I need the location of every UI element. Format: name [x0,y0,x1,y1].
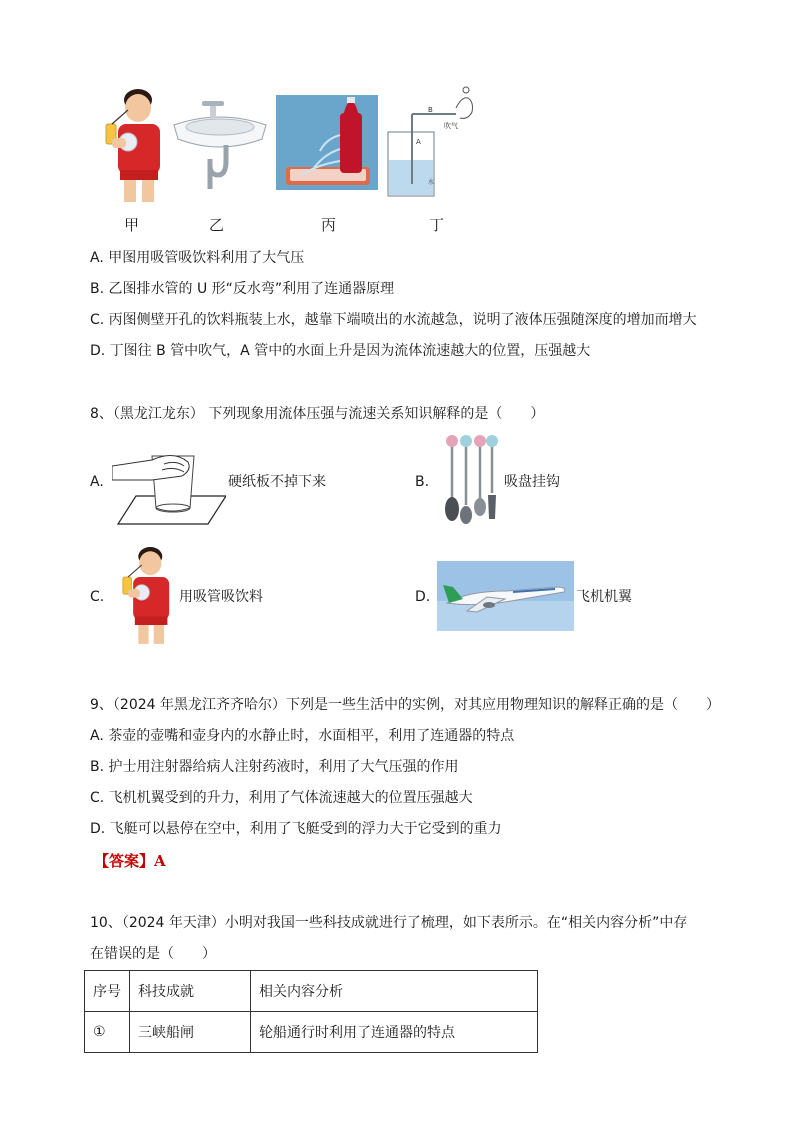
figure-label-bing: 丙 [321,216,337,234]
table-row [85,1012,538,1053]
cell-achievement: 三峡船闸 [130,1012,251,1053]
q10-stem-line2: 在错误的是（ ） [90,946,216,962]
q8-option-c-text: 用吸管吸饮料 [179,589,263,605]
cell-analysis: 轮船通行时利用了连通器的特点 [251,1012,538,1053]
q8-option-d-text: 飞机机翼 [576,589,632,605]
header-cell-index: 序号 [85,971,130,1012]
header-cell-achievement: 科技成就 [130,971,251,1012]
q9-option-c: C. 飞机机翼受到的升力，利用了气体流速越大的位置压强越大 [90,790,473,806]
sink-u-trap-figure [170,95,270,190]
figure-label-jia: 甲 [124,216,140,234]
q9-stem: 9、（2024 年黑龙江齐齐哈尔）下列是一些生活中的实例，对其应用物理知识的解释正确的是（ ） [90,697,720,713]
header-cell-analysis: 相关内容分析 [251,971,538,1012]
label-water: 水 [428,179,435,186]
q7-option-d: D. 丁图往 B 管中吹气，A 管中的水面上升是因为流体流速越大的位置，压强越大 [90,343,591,359]
q8-option-c-letter: C. [90,589,105,605]
q8-option-b-text: 吸盘挂钩 [504,474,560,490]
beaker-tube-blow-figure [382,84,480,202]
inverted-cup-card-figure [112,436,226,526]
table-header-row [85,971,538,1012]
q8-option-a-letter: A. [90,474,104,490]
cell-index: ① [85,1012,130,1053]
q9-option-d: D. 飞艇可以悬停在空中，利用了飞艇受到的浮力大于它受到的重力 [90,821,502,837]
bottle-water-jets-figure [276,95,378,190]
q7-option-c: C. 丙图侧壁开孔的饮料瓶装上水，越靠下端喷出的水流越急，说明了液体压强随深度的增加而增大 [90,312,697,328]
q7-option-b: B. 乙图排水管的 U 形“反水弯”利用了连通器原理 [90,281,395,297]
q9-option-a: A. 茶壶的壶嘴和壶身内的水静止时，水面相平，利用了连通器的特点 [90,728,515,744]
q8-option-a-text: 硬纸板不掉下来 [228,474,326,490]
q7-option-a: A. 甲图用吸管吸饮料利用了大气压 [90,250,305,266]
q9-option-b: B. 护士用注射器给病人注射药液时，利用了大气压强的作用 [90,759,459,775]
label-b: B [428,106,433,114]
q8-option-b-letter: B. [415,474,430,490]
figure-label-ding: 丁 [429,216,445,234]
label-blow: 吹气 [444,122,458,130]
q9-answer: 【答案】A [94,852,166,870]
figure-label-yi: 乙 [209,216,225,234]
suction-hooks-utensils-figure [440,433,500,525]
q10-stem-line1: 10、（2024 年天津）小明对我国一些科技成就进行了梳理，如下表所示。在“相关内容分析”中存 [90,915,688,931]
boy-drinking-straw-figure [98,84,168,206]
q8-stem: 8、（黑龙江龙东） 下列现象用流体压强与流速关系知识解释的是（ ） [90,406,545,422]
airplane-wing-figure [437,561,574,631]
q8-option-d-letter: D. [415,589,431,605]
boy-straw-figure-small [116,542,176,648]
label-a: A [416,138,421,146]
tech-achievements-table [84,970,538,1053]
